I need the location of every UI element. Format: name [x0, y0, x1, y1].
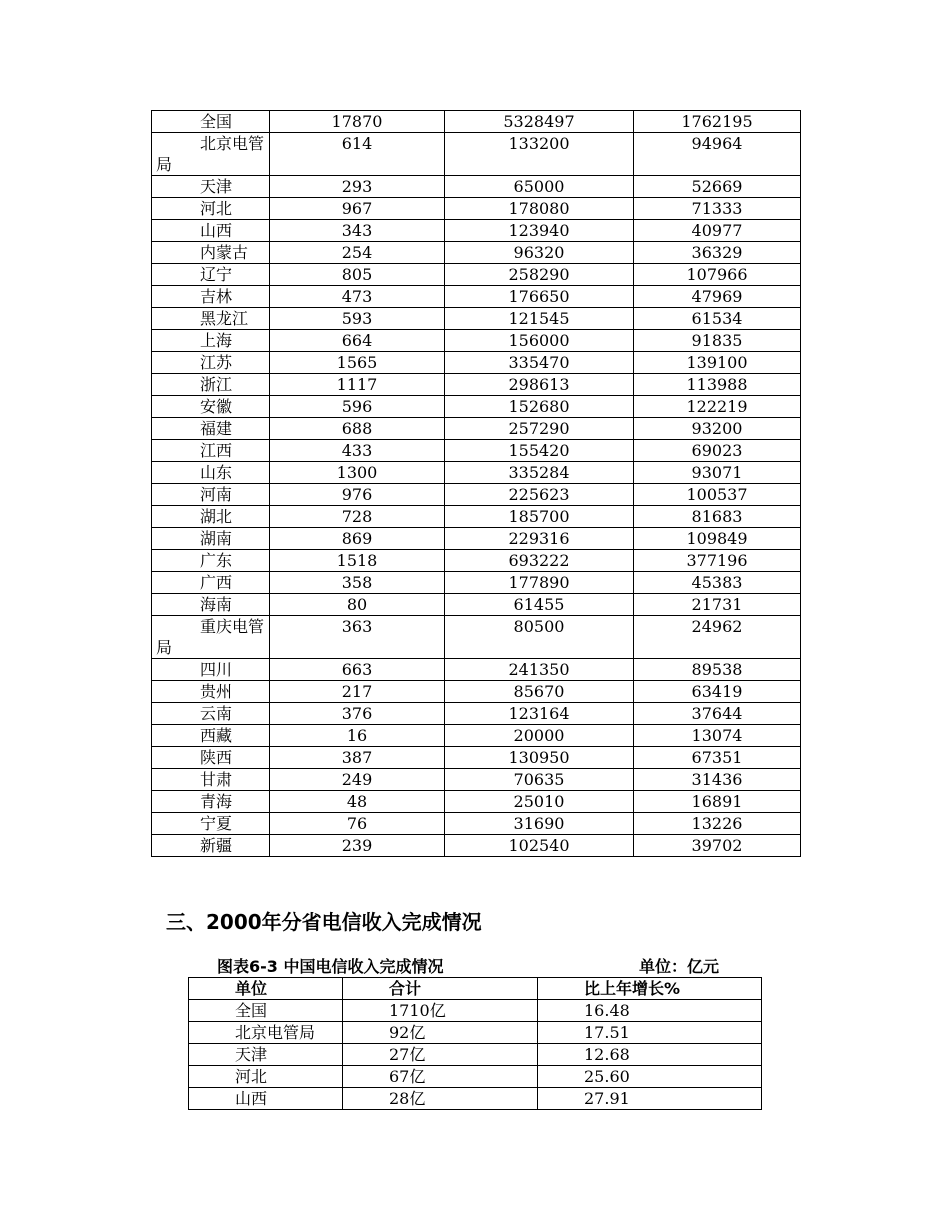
unit-cell: 河北 [189, 1066, 343, 1088]
region-cell: 福建 [152, 418, 270, 440]
table-row [152, 813, 801, 835]
value-cell: 31436 [634, 769, 801, 791]
region-cell: 海南 [152, 594, 270, 616]
value-cell: 100537 [634, 484, 801, 506]
value-cell: 1117 [270, 374, 445, 396]
value-cell: 185700 [445, 506, 634, 528]
value-cell: 688 [270, 418, 445, 440]
value-cell: 67351 [634, 747, 801, 769]
value-cell: 40977 [634, 220, 801, 242]
region-cell: 全国 [152, 111, 270, 133]
header-cell: 单位 [189, 978, 343, 1000]
value-cell: 16891 [634, 791, 801, 813]
value-cell: 728 [270, 506, 445, 528]
value-cell: 20000 [445, 725, 634, 747]
value-cell: 1300 [270, 462, 445, 484]
value-cell: 239 [270, 835, 445, 857]
value-cell: 358 [270, 572, 445, 594]
table-row [152, 308, 801, 330]
value-cell: 229316 [445, 528, 634, 550]
table-row [152, 176, 801, 198]
table-row [152, 352, 801, 374]
value-cell: 155420 [445, 440, 634, 462]
region-cell: 西藏 [152, 725, 270, 747]
province-data-table [151, 110, 801, 857]
value-cell: 65000 [445, 176, 634, 198]
value-cell: 152680 [445, 396, 634, 418]
region-cell: 天津 [152, 176, 270, 198]
table-row [152, 330, 801, 352]
value-cell: 593 [270, 308, 445, 330]
value-cell: 52669 [634, 176, 801, 198]
section-heading: 三、2000年分省电信收入完成情况 [166, 910, 482, 934]
value-cell: 69023 [634, 440, 801, 462]
value-cell: 63419 [634, 681, 801, 703]
value-cell: 335284 [445, 462, 634, 484]
table-row [152, 659, 801, 681]
region-cell: 云南 [152, 703, 270, 725]
table-row [152, 769, 801, 791]
value-cell: 71333 [634, 198, 801, 220]
table-row [152, 396, 801, 418]
value-cell: 113988 [634, 374, 801, 396]
value-cell: 36329 [634, 242, 801, 264]
value-cell: 967 [270, 198, 445, 220]
table-row [152, 220, 801, 242]
value-cell: 433 [270, 440, 445, 462]
value-cell: 12.68 [538, 1044, 762, 1066]
value-cell: 80 [270, 594, 445, 616]
value-cell: 123940 [445, 220, 634, 242]
table-row [152, 528, 801, 550]
value-cell: 13226 [634, 813, 801, 835]
value-cell: 85670 [445, 681, 634, 703]
value-cell: 70635 [445, 769, 634, 791]
value-cell: 663 [270, 659, 445, 681]
region-cell: 安徽 [152, 396, 270, 418]
header-cell: 比上年增长% [538, 978, 762, 1000]
table-row [152, 703, 801, 725]
value-cell: 335470 [445, 352, 634, 374]
value-cell: 298613 [445, 374, 634, 396]
value-cell: 805 [270, 264, 445, 286]
table-row [152, 791, 801, 813]
value-cell: 96320 [445, 242, 634, 264]
value-cell: 1518 [270, 550, 445, 572]
value-cell: 614 [270, 133, 445, 176]
value-cell: 81683 [634, 506, 801, 528]
value-cell: 387 [270, 747, 445, 769]
value-cell: 258290 [445, 264, 634, 286]
value-cell: 130950 [445, 747, 634, 769]
unit-label: 单位：亿元 [639, 957, 720, 976]
region-cell: 山西 [152, 220, 270, 242]
value-cell: 5328497 [445, 111, 634, 133]
table-row [152, 681, 801, 703]
value-cell: 363 [270, 616, 445, 659]
revenue-table [188, 977, 762, 1110]
table-row [152, 747, 801, 769]
region-cell: 浙江 [152, 374, 270, 396]
value-cell: 249 [270, 769, 445, 791]
value-cell: 61455 [445, 594, 634, 616]
region-cell: 北京电管局 [152, 133, 270, 176]
region-cell: 江苏 [152, 352, 270, 374]
region-cell: 广东 [152, 550, 270, 572]
table-row [152, 133, 801, 176]
unit-cell: 北京电管局 [189, 1022, 343, 1044]
value-cell: 13074 [634, 725, 801, 747]
value-cell: 225623 [445, 484, 634, 506]
region-cell: 内蒙古 [152, 242, 270, 264]
value-cell: 241350 [445, 659, 634, 681]
table-row [152, 418, 801, 440]
value-cell: 217 [270, 681, 445, 703]
value-cell: 93200 [634, 418, 801, 440]
table-row [152, 198, 801, 220]
value-cell: 28亿 [343, 1088, 538, 1110]
value-cell: 176650 [445, 286, 634, 308]
value-cell: 17.51 [538, 1022, 762, 1044]
table-row [152, 286, 801, 308]
region-cell: 河南 [152, 484, 270, 506]
table-row [152, 462, 801, 484]
value-cell: 693222 [445, 550, 634, 572]
value-cell: 93071 [634, 462, 801, 484]
value-cell: 177890 [445, 572, 634, 594]
value-cell: 123164 [445, 703, 634, 725]
value-cell: 48 [270, 791, 445, 813]
value-cell: 39702 [634, 835, 801, 857]
table-row [152, 835, 801, 857]
unit-cell: 天津 [189, 1044, 343, 1066]
table-row [152, 572, 801, 594]
region-cell: 河北 [152, 198, 270, 220]
value-cell: 293 [270, 176, 445, 198]
region-cell: 四川 [152, 659, 270, 681]
table-caption: 图表6-3 中国电信收入完成情况 [217, 957, 444, 976]
value-cell: 37644 [634, 703, 801, 725]
value-cell: 121545 [445, 308, 634, 330]
table-row [152, 725, 801, 747]
value-cell: 16.48 [538, 1000, 762, 1022]
region-cell: 青海 [152, 791, 270, 813]
value-cell: 89538 [634, 659, 801, 681]
region-cell: 江西 [152, 440, 270, 462]
value-cell: 102540 [445, 835, 634, 857]
value-cell: 664 [270, 330, 445, 352]
value-cell: 377196 [634, 550, 801, 572]
value-cell: 25.60 [538, 1066, 762, 1088]
value-cell: 257290 [445, 418, 634, 440]
value-cell: 869 [270, 528, 445, 550]
value-cell: 976 [270, 484, 445, 506]
table-row [152, 550, 801, 572]
region-cell: 陕西 [152, 747, 270, 769]
value-cell: 109849 [634, 528, 801, 550]
region-cell: 山东 [152, 462, 270, 484]
table-row [152, 242, 801, 264]
value-cell: 16 [270, 725, 445, 747]
table-row [189, 1044, 762, 1066]
value-cell: 76 [270, 813, 445, 835]
region-cell: 宁夏 [152, 813, 270, 835]
region-cell: 广西 [152, 572, 270, 594]
region-cell: 湖北 [152, 506, 270, 528]
table-row [152, 374, 801, 396]
value-cell: 122219 [634, 396, 801, 418]
unit-cell: 全国 [189, 1000, 343, 1022]
value-cell: 45383 [634, 572, 801, 594]
value-cell: 25010 [445, 791, 634, 813]
value-cell: 80500 [445, 616, 634, 659]
value-cell: 254 [270, 242, 445, 264]
value-cell: 107966 [634, 264, 801, 286]
value-cell: 139100 [634, 352, 801, 374]
header-cell: 合计 [343, 978, 538, 1000]
table-row [152, 111, 801, 133]
table-row [189, 1000, 762, 1022]
value-cell: 156000 [445, 330, 634, 352]
value-cell: 67亿 [343, 1066, 538, 1088]
region-cell: 贵州 [152, 681, 270, 703]
value-cell: 1710亿 [343, 1000, 538, 1022]
region-cell: 甘肃 [152, 769, 270, 791]
value-cell: 17870 [270, 111, 445, 133]
region-cell: 新疆 [152, 835, 270, 857]
region-cell: 湖南 [152, 528, 270, 550]
value-cell: 343 [270, 220, 445, 242]
table-row [152, 264, 801, 286]
table-row [189, 1022, 762, 1044]
value-cell: 61534 [634, 308, 801, 330]
table-row [189, 1066, 762, 1088]
region-cell: 上海 [152, 330, 270, 352]
region-cell: 辽宁 [152, 264, 270, 286]
table-header-row [189, 978, 762, 1000]
value-cell: 91835 [634, 330, 801, 352]
value-cell: 133200 [445, 133, 634, 176]
table-row [152, 594, 801, 616]
table-row [152, 506, 801, 528]
value-cell: 47969 [634, 286, 801, 308]
value-cell: 24962 [634, 616, 801, 659]
value-cell: 21731 [634, 594, 801, 616]
table-row [152, 616, 801, 659]
value-cell: 473 [270, 286, 445, 308]
value-cell: 376 [270, 703, 445, 725]
value-cell: 27.91 [538, 1088, 762, 1110]
value-cell: 1565 [270, 352, 445, 374]
table-row [152, 484, 801, 506]
region-cell: 吉林 [152, 286, 270, 308]
value-cell: 94964 [634, 133, 801, 176]
region-cell: 重庆电管局 [152, 616, 270, 659]
value-cell: 92亿 [343, 1022, 538, 1044]
value-cell: 596 [270, 396, 445, 418]
value-cell: 178080 [445, 198, 634, 220]
table-row [152, 440, 801, 462]
value-cell: 31690 [445, 813, 634, 835]
value-cell: 27亿 [343, 1044, 538, 1066]
table-row [189, 1088, 762, 1110]
value-cell: 1762195 [634, 111, 801, 133]
region-cell: 黑龙江 [152, 308, 270, 330]
unit-cell: 山西 [189, 1088, 343, 1110]
